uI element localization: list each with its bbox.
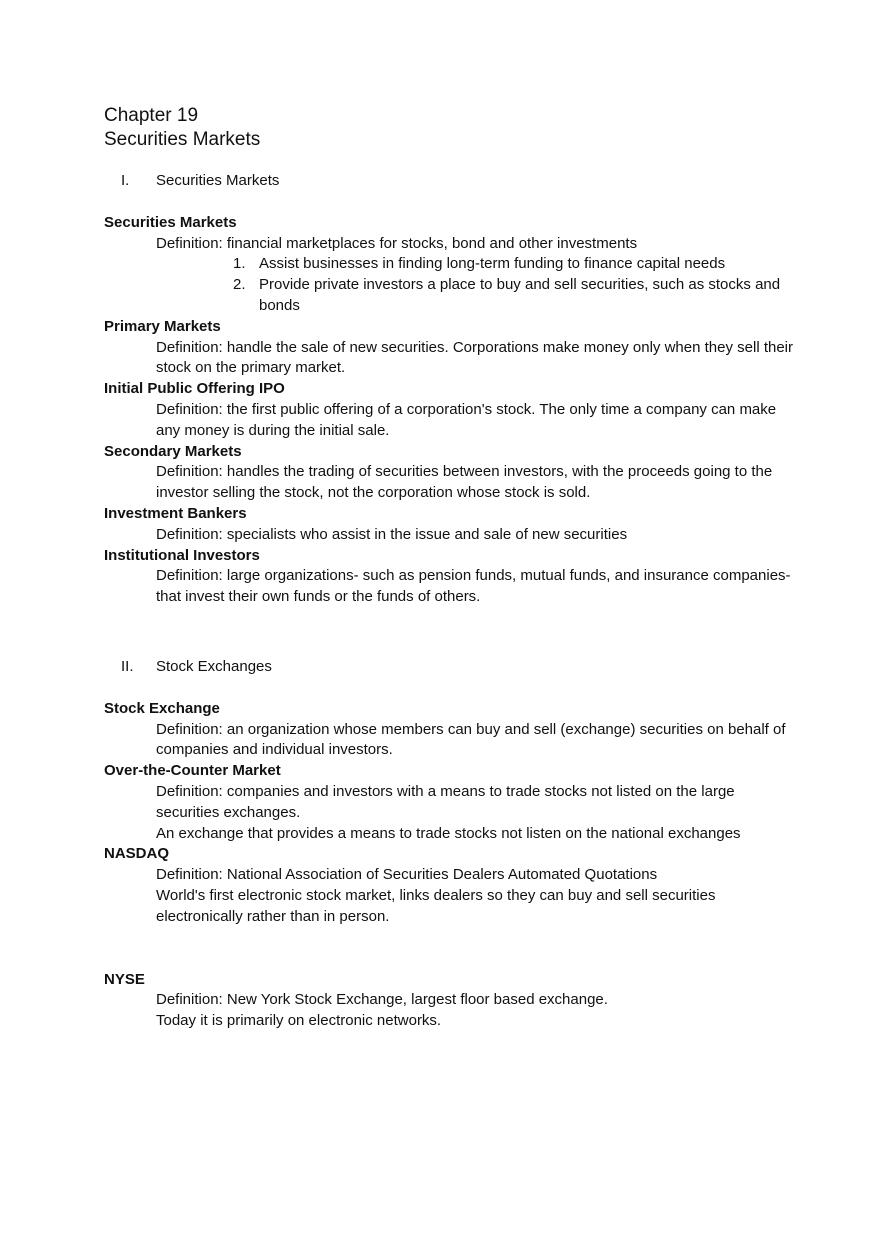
term-definition: Definition: financial marketplaces for stocks, bond and other investments	[156, 234, 638, 252]
term-heading: Over-the-Counter Market	[104, 762, 281, 780]
term-heading: Secondary Markets	[104, 442, 242, 460]
term-heading: Primary Markets	[104, 317, 221, 335]
term-heading: Initial Public Offering IPO	[104, 380, 285, 398]
term-heading: Securities Markets	[104, 213, 237, 231]
term-heading: Institutional Investors	[104, 546, 260, 564]
section-numeral: I.	[121, 172, 130, 189]
term-heading: Investment Bankers	[104, 504, 247, 522]
section-heading	[104, 657, 794, 678]
term-heading: NYSE	[104, 970, 145, 988]
section-numeral: II.	[121, 657, 134, 675]
term-heading: NASDAQ	[104, 845, 170, 863]
term-definition: Definition: large organizations- such as pension funds, mutual funds, and insurance companies- that invest their own funds or the funds of others.	[156, 567, 791, 606]
term-definition: Definition: the first public offering of a corporation's stock. The only time a company can make any money is during the initial sale.	[156, 400, 777, 439]
term-note: An exchange that provides a means to trade stocks not listen on the national exchanges	[156, 824, 741, 842]
section-title: Stock Exchanges	[156, 657, 272, 675]
list-text: Provide private investors a place to buy and sell securities, such as stocks and bonds	[259, 276, 781, 314]
list-number: 1.	[233, 255, 246, 273]
term-note: World's first electronic stock market, links dealers so they can buy and sell securities electronically rather than in person.	[156, 886, 716, 925]
section-heading	[104, 171, 794, 192]
list-number: 2.	[233, 276, 246, 294]
term-definition: Definition: specialists who assist in the issue and sale of new securities	[156, 525, 628, 543]
term-definition: Definition: handle the sale of new securities. Corporations make money only when they sell their stock on the primary market.	[156, 338, 794, 377]
chapter-label: Chapter 19	[104, 105, 199, 126]
section-title: Securities Markets	[156, 172, 280, 189]
document-title	[104, 104, 260, 152]
term-note: Today it is primarily on electronic networks.	[156, 1012, 442, 1030]
term-definition: Definition: handles the trading of securities between investors, with the proceeds going to the investor selling the stock, not the corporation whose stock is sold.	[156, 463, 773, 502]
term-definition: Definition: New York Stock Exchange, largest floor based exchange.	[156, 991, 608, 1009]
term-definition: Definition: companies and investors with a means to trade stocks not listed on the large securities exchanges.	[156, 782, 735, 821]
term-definition: Definition: an organization whose members can buy and sell (exchange) securities on behalf of companies and individual investors.	[156, 720, 786, 759]
list-item	[233, 254, 794, 275]
list-item	[233, 275, 794, 317]
term-definition: Definition: National Association of Securities Dealers Automated Quotations	[156, 866, 658, 884]
list-text: Assist businesses in finding long-term funding to finance capital needs	[259, 255, 726, 273]
chapter-subject: Securities Markets	[104, 129, 261, 150]
document-body	[104, 171, 794, 1032]
term-heading: Stock Exchange	[104, 699, 220, 717]
numbered-list	[233, 254, 794, 316]
